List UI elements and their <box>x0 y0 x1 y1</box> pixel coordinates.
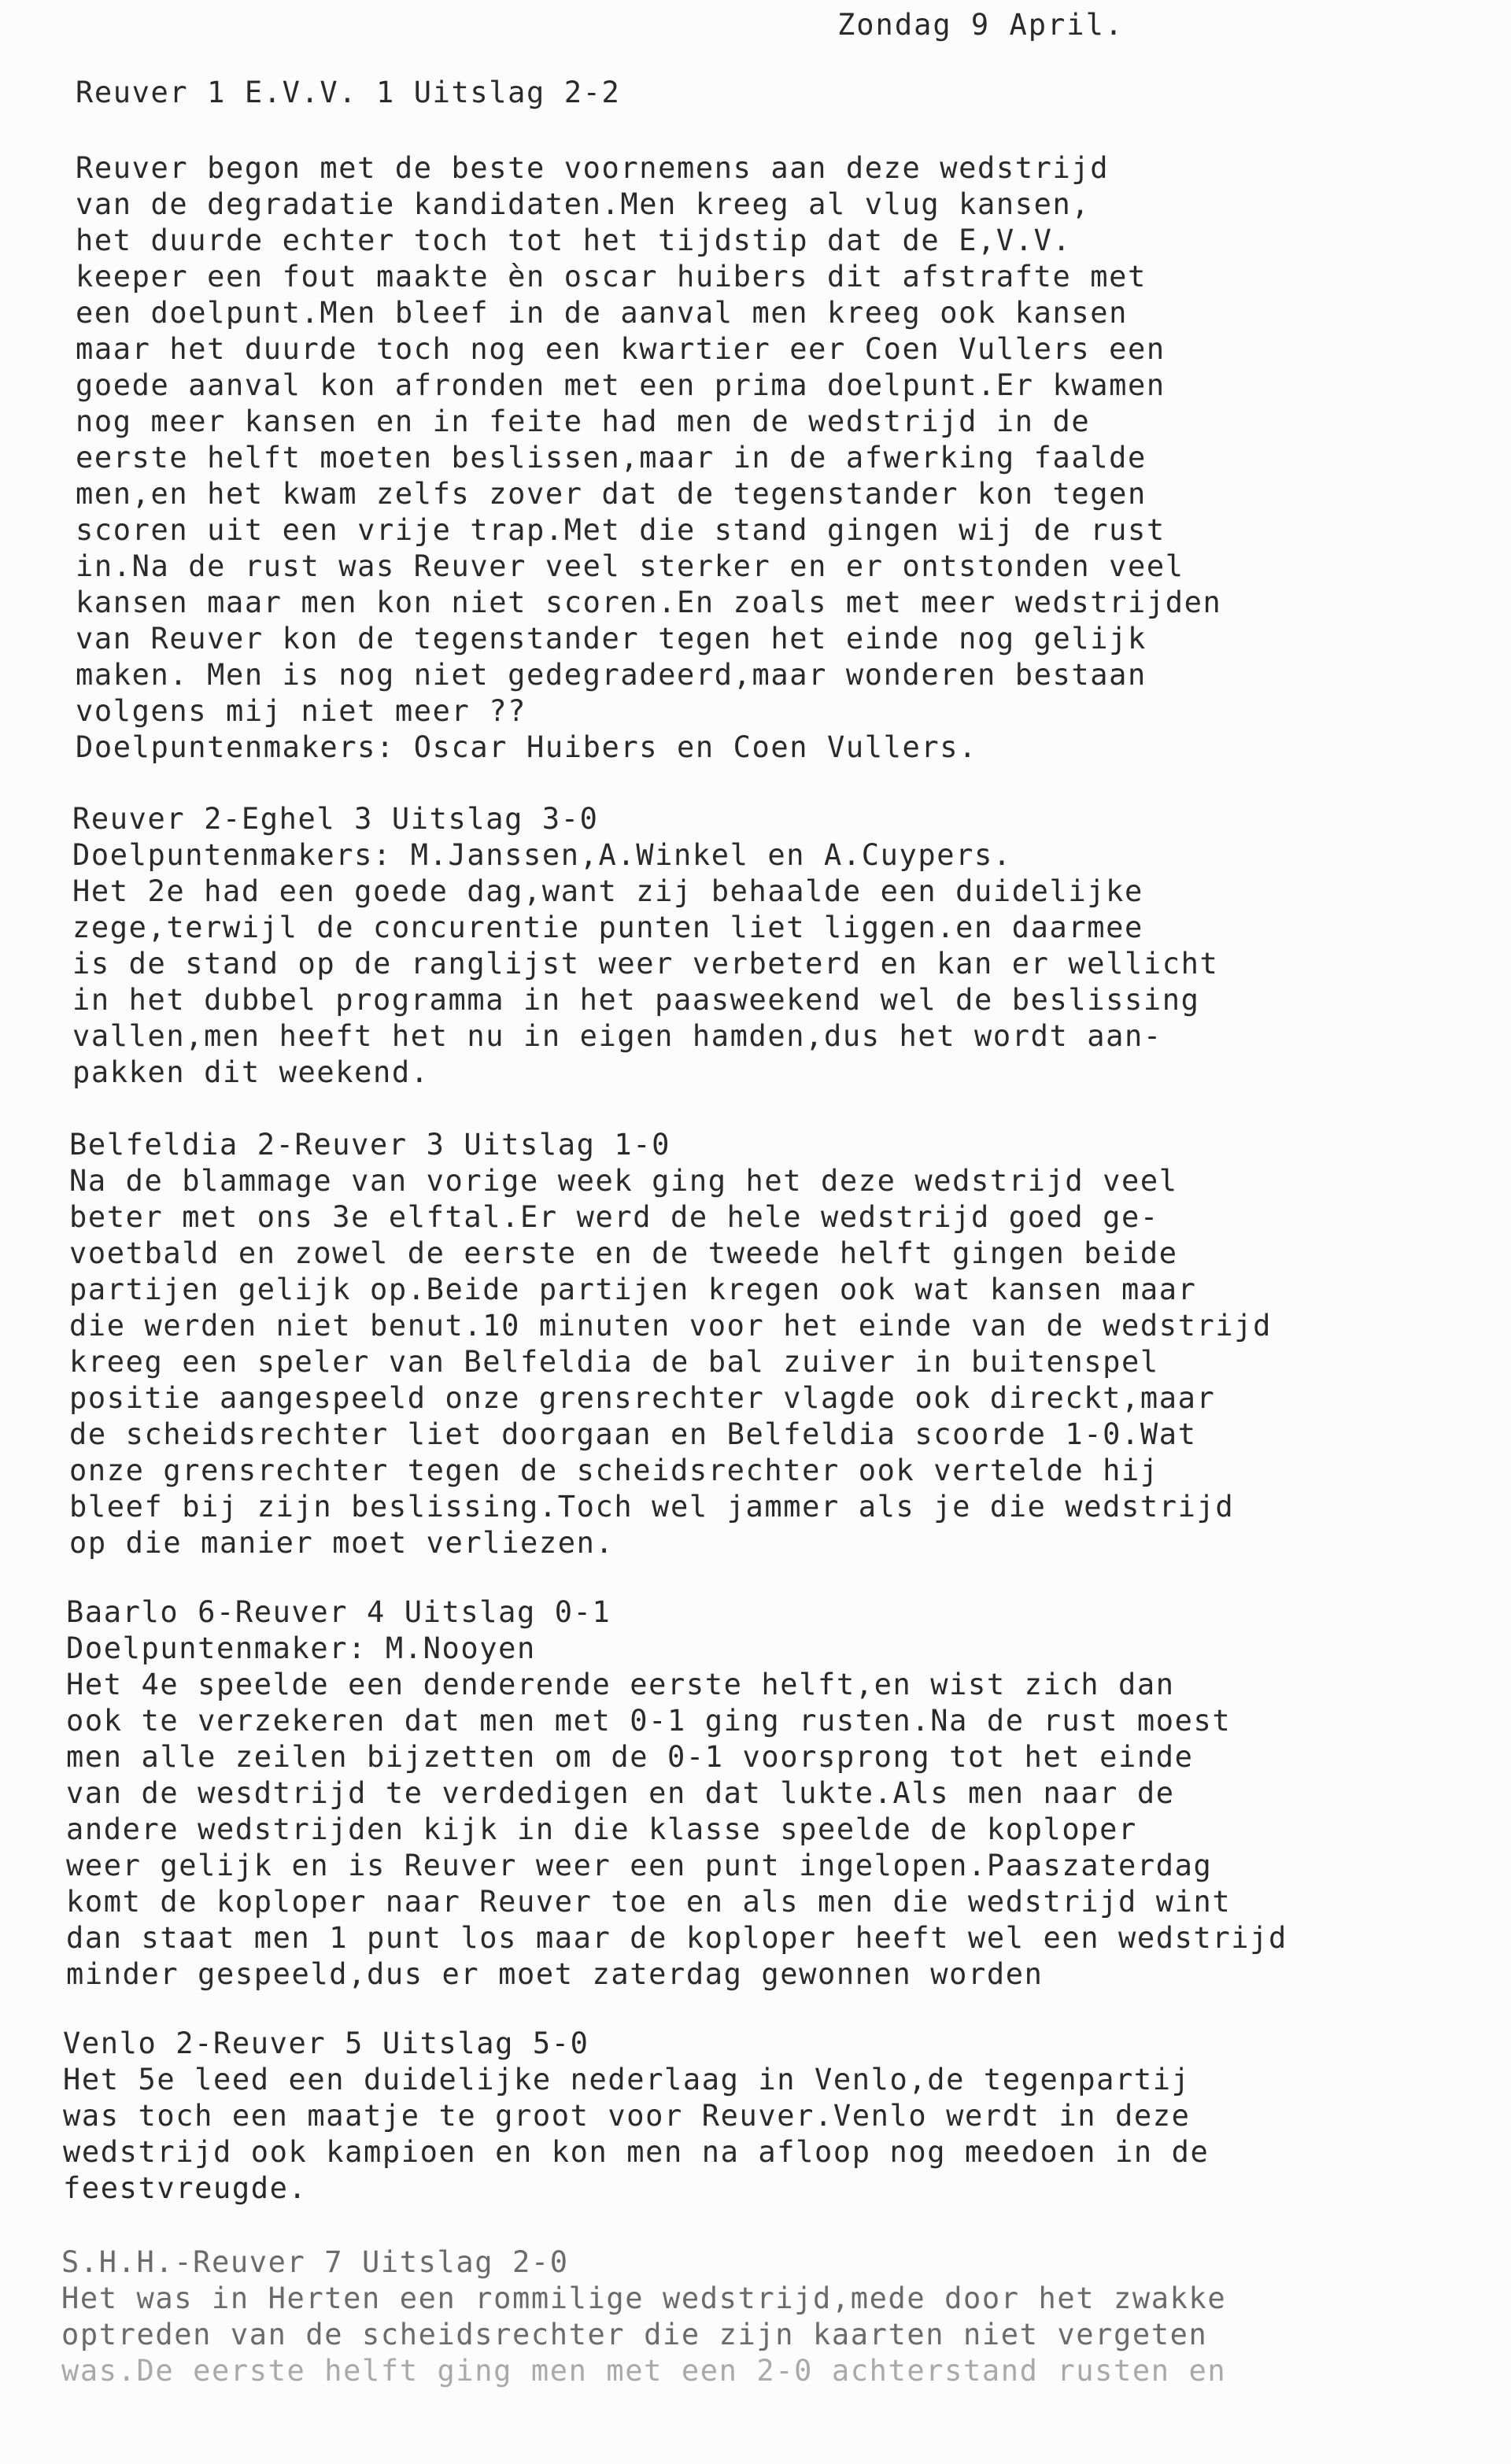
text-line: men alle zeilen bijzetten om de 0-1 voorsprong tot het einde <box>66 1740 1194 1774</box>
match-heading: Reuver 1 E.V.V. 1 Uitslag 2-2 <box>76 76 621 109</box>
text-line: maken. Men is nog niet gedegradeerd,maar wonderen bestaan <box>76 658 1147 692</box>
text-line: Het 4e speelde een denderende eerste helft,en wist zich dan <box>66 1668 1175 1701</box>
text-line: vallen,men heeft het nu in eigen hamden,dus het wordt aan- <box>72 1019 1162 1053</box>
text-line: onze grensrechter tegen de scheidsrechter ook vertelde hij <box>69 1454 1159 1487</box>
text-line: pakken dit weekend. <box>72 1055 430 1089</box>
text-line: wedstrijd ook kampioen en kon men na afloop nog meedoen in de <box>63 2135 1210 2169</box>
text-line: maar het duurde toch nog een kwartier eer Coen Vullers een <box>76 332 1166 366</box>
text-line: op die manier moet verliezen. <box>69 1526 615 1560</box>
text-line: kansen maar men kon niet scoren.En zoals met meer wedstrijden <box>76 586 1222 619</box>
text-line: in.Na de rust was Reuver veel sterker en er ontstonden veel <box>76 549 1184 583</box>
match-heading: Belfeldia 2-Reuver 3 Uitslag 1-0 <box>69 1128 671 1162</box>
match-heading: Baarlo 6-Reuver 4 Uitslag 0-1 <box>66 1595 611 1629</box>
text-line: was.De eerste helft ging men met een 2-0 achterstand rusten en <box>61 2354 1227 2388</box>
match-heading: S.H.H.-Reuver 7 Uitslag 2-0 <box>61 2245 569 2279</box>
text-line: positie aangespeeld onze grensrechter vlagde ook direckt,maar <box>69 1381 1216 1415</box>
text-line: zege,terwijl de concurentie punten liet liggen.en daarmee <box>72 911 1143 944</box>
text-line: partijen gelijk op.Beide partijen kregen ook wat kansen maar <box>69 1273 1197 1306</box>
text-line: men,en het kwam zelfs zover dat de tegenstander kon tegen <box>76 477 1147 511</box>
goal-scorers: Doelpuntenmakers: Oscar Huibers en Coen Vullers. <box>76 730 978 764</box>
text-line: Reuver begon met de beste voornemens aan deze wedstrijd <box>76 151 1110 185</box>
text-line: voetbald en zowel de eerste en de tweede helft gingen beide <box>69 1236 1178 1270</box>
text-line: eerste helft moeten beslissen,maar in de afwerking faalde <box>76 441 1147 475</box>
text-line: van de wesdtrijd te verdedigen en dat lukte.Als men naar de <box>66 1776 1175 1810</box>
text-line: een doelpunt.Men bleef in de aanval men kreeg ook kansen <box>76 296 1129 330</box>
text-line: van de degradatie kandidaten.Men kreeg al vlug kansen, <box>76 187 1091 221</box>
text-line: bleef bij zijn beslissing.Toch wel jammer als je die wedstrijd <box>69 1490 1235 1524</box>
text-line: ook te verzekeren dat men met 0-1 ging rusten.Na de rust moest <box>66 1704 1232 1738</box>
text-line: andere wedstrijden kijk in die klasse speelde de koploper <box>66 1812 1137 1846</box>
text-line: dan staat men 1 punt los maar de koploper heeft wel een wedstrijd <box>66 1921 1287 1955</box>
goal-scorers: Doelpuntenmakers: M.Janssen,A.Winkel en A.Cuypers. <box>72 838 1012 872</box>
text-line: goede aanval kon afronden met een prima doelpunt.Er kwamen <box>76 368 1166 402</box>
text-line: het duurde echter toch tot het tijdstip dat de E,V.V. <box>76 223 1072 257</box>
text-line: optreden van de scheidsrechter die zijn kaarten niet vergeten <box>61 2318 1208 2351</box>
text-line: beter met ons 3e elftal.Er werd de hele wedstrijd goed ge- <box>69 1200 1159 1234</box>
match-heading: Venlo 2-Reuver 5 Uitslag 5-0 <box>63 2026 589 2060</box>
text-line: volgens mij niet meer ?? <box>76 694 527 728</box>
text-line: die werden niet benut.10 minuten voor het einde van de wedstrijd <box>69 1309 1273 1343</box>
text-line: Het was in Herten een rommilige wedstrijd,mede door het zwakke <box>61 2281 1227 2315</box>
text-line: is de stand op de ranglijst weer verbeterd en kan er wellicht <box>72 947 1219 981</box>
text-line: was toch een maatje te groot voor Reuver.Venlo werdt in deze <box>63 2099 1191 2133</box>
text-line: feestvreugde. <box>63 2171 308 2205</box>
text-line: keeper een fout maakte èn oscar huibers dit afstrafte met <box>76 260 1147 294</box>
text-line: komt de koploper naar Reuver toe en als men die wedstrijd wint <box>66 1885 1232 1919</box>
text-line: in het dubbel programma in het paasweekend wel de beslissing <box>72 983 1200 1017</box>
text-line: weer gelijk en is Reuver weer een punt ingelopen.Paaszaterdag <box>66 1849 1213 1882</box>
text-line: kreeg een speler van Belfeldia de bal zuiver in buitenspel <box>69 1345 1159 1379</box>
goal-scorers: Doelpuntenmaker: M.Nooyen <box>66 1631 536 1665</box>
text-line: minder gespeeld,dus er moet zaterdag gewonnen worden <box>66 1957 1044 1991</box>
text-line: Het 2e had een goede dag,want zij behaalde een duidelijke <box>72 874 1143 908</box>
text-line: nog meer kansen en in feite had men de wedstrijd in de <box>76 405 1091 438</box>
text-line: Het 5e leed een duidelijke nederlaag in Venlo,de tegenpartij <box>63 2063 1191 2096</box>
text-line: de scheidsrechter liet doorgaan en Belfeldia scoorde 1-0.Wat <box>69 1417 1197 1451</box>
text-line: van Reuver kon de tegenstander tegen het einde nog gelijk <box>76 622 1147 656</box>
text-line: Na de blammage van vorige week ging het deze wedstrijd veel <box>69 1164 1178 1198</box>
match-heading: Reuver 2-Eghel 3 Uitslag 3-0 <box>72 802 599 836</box>
text-line: scoren uit een vrije trap.Met die stand gingen wij de rust <box>76 513 1166 547</box>
document-date: Zondag 9 April. <box>837 8 1125 42</box>
